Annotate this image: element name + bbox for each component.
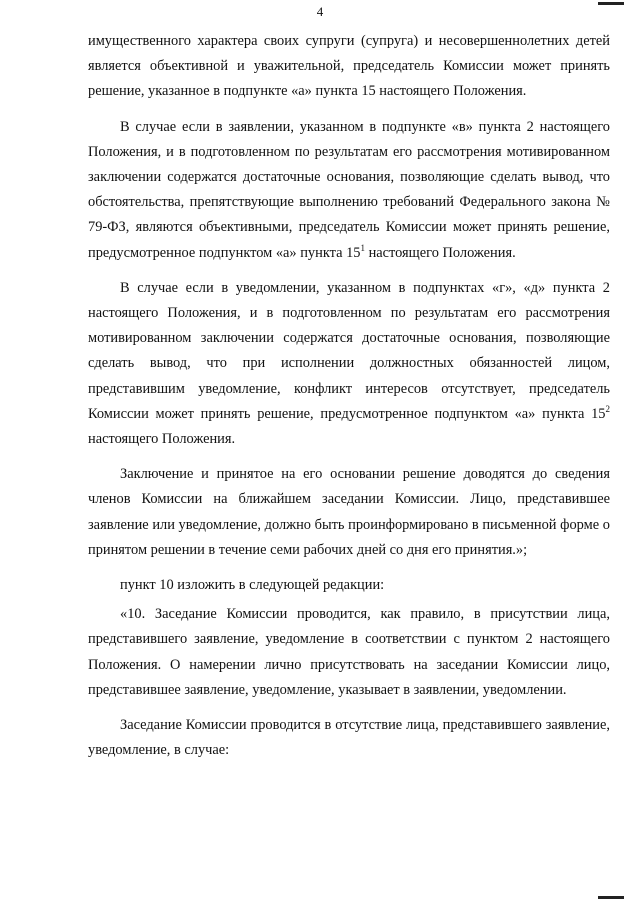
superscript: 2 xyxy=(605,404,610,415)
paragraph-punkt-10: «10. Заседание Комиссии проводится, как правило, в присутствии лица, представившего заявление, уведомление в соответствии с пунктом 2 настоящего Положения. О намерении лично присутствовать на заседании Комиссии лицо, представившее заявление, уведомление, указывает в заявлении, уведомлении. xyxy=(88,606,610,698)
paragraph-zayavlenie-v xyxy=(88,115,610,266)
superscript: 1 xyxy=(360,242,365,253)
document-body xyxy=(88,29,610,773)
paragraph-text: настоящего Положения. xyxy=(364,244,516,261)
paragraph-zasedanie-otsutstvie: Заседание Комиссии проводится в отсутствие лица, представившего заявление, уведомление, в случае: xyxy=(88,717,610,759)
paragraph-text: настоящего Положения. xyxy=(88,431,236,448)
paragraph-zaklyuchenie: Заключение и принятое на его основании решение доводятся до сведения членов Комиссии на ближайшем заседании Комиссии. Лицо, представившее заявление или уведомление, должно быть проинформировано в письменной форме о принятом решении в течение семи рабочих дней со дня его принятия.»; xyxy=(88,466,610,558)
paragraph-uvedomlenie-g-d xyxy=(88,276,610,452)
paragraph-continuation: имущественного характера своих супруги (супруга) и несовершеннолетних детей является объективной и уважительной, председатель Комиссии может принять решение, указанное в подпункте «а» пункта 15 настоящего Положения. xyxy=(88,33,610,100)
scan-corner-mark-bottom xyxy=(598,896,624,899)
page-number: 4 xyxy=(316,4,324,19)
paragraph-text: В случае если в уведомлении, указанном в подпунктах «г», «д» пункта 2 настоящего Положения, и в подготовленном по результатам его рассмотрения мотивированном заключении содержатся достаточные основания, позволяющие сделать вывод, что при исполнении должностных обязанностей лицом, представившим уведомление, конфликт интересов отсутствует, председатель Комиссии может принять решение, предусмотренное подпунктом «а» пункта 15 xyxy=(88,279,610,422)
paragraph-punkt-10-intro: пункт 10 изложить в следующей редакции: xyxy=(120,577,385,594)
paragraph-text: В случае если в заявлении, указанном в подпункте «в» пункта 2 настоящего Положения, и в подготовленном по результатам его рассмотрения мотивированном заключении содержатся достаточные основания, позволяющие сделать вывод, что обстоятельства, препятствующие выполнению требований Федерального закона № 79-ФЗ, являются объективными, председатель Комиссии может принять решение, предусмотренное подпунктом «а» пункта 15 xyxy=(88,118,610,261)
